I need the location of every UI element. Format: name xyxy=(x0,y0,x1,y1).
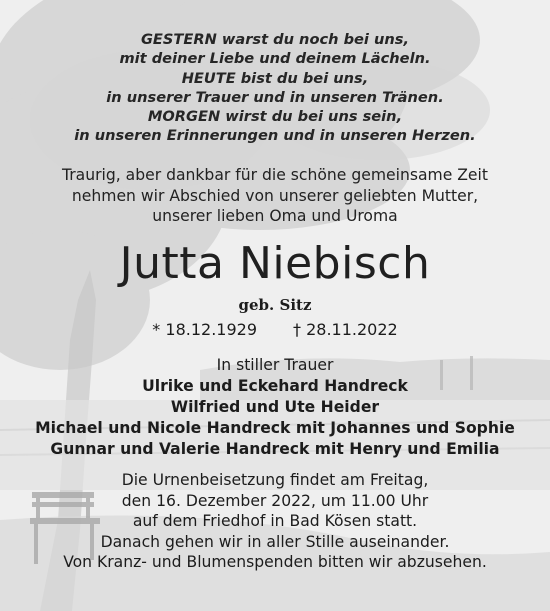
notice-line: den 16. Dezember 2022, um 11.00 Uhr xyxy=(121,491,429,510)
intro-line: nehmen wir Abschied von unserer geliebten Mutter, xyxy=(71,186,479,205)
mourning-intro: In stiller Trauer xyxy=(216,356,334,374)
birth-date: * 18.12.1929 xyxy=(152,320,257,339)
notice-line: Von Kranz- und Blumenspenden bitten wir abzusehen. xyxy=(63,553,487,571)
notice-line: Die Urnenbeisetzung findet am Freitag, xyxy=(121,471,429,489)
life-dates xyxy=(0,319,550,340)
mourner: Gunnar und Valerie Handreck mit Henry und Emilia xyxy=(50,440,500,458)
intro-text xyxy=(0,165,550,227)
poem xyxy=(0,30,550,146)
funeral-notice xyxy=(0,470,550,573)
poem-line: GESTERN warst du noch bei uns, xyxy=(140,31,410,48)
maiden-name: geb. Sitz xyxy=(238,296,312,314)
mourner: Ulrike und Eckehard Handreck xyxy=(142,377,408,395)
poem-line: mit deiner Liebe und deinem Lächeln. xyxy=(119,50,431,68)
intro-line: unserer lieben Oma und Uroma xyxy=(152,207,398,225)
poem-line: in unserer Trauer und in unseren Tränen. xyxy=(106,88,444,106)
mourner: Michael und Nicole Handreck mit Johannes und Sophie xyxy=(35,419,515,437)
deceased-name: Jutta Niebisch xyxy=(119,238,431,289)
poem-line: in unseren Erinnerungen und in unseren Herzen. xyxy=(74,127,476,145)
intro-line: Traurig, aber dankbar für die schöne gemeinsame Zeit xyxy=(62,166,488,184)
mourner: Wilfried und Ute Heider xyxy=(170,398,380,416)
mourners-list xyxy=(0,376,550,460)
notice-line: auf dem Friedhof in Bad Kösen statt. xyxy=(132,512,418,530)
poem-line: HEUTE bist du bei uns, xyxy=(181,69,369,87)
poem-line: MORGEN wirst du bei uns sein, xyxy=(147,108,403,126)
notice-line: Danach gehen wir in aller Stille auseinander. xyxy=(100,532,450,551)
death-date: † 28.11.2022 xyxy=(293,320,398,339)
